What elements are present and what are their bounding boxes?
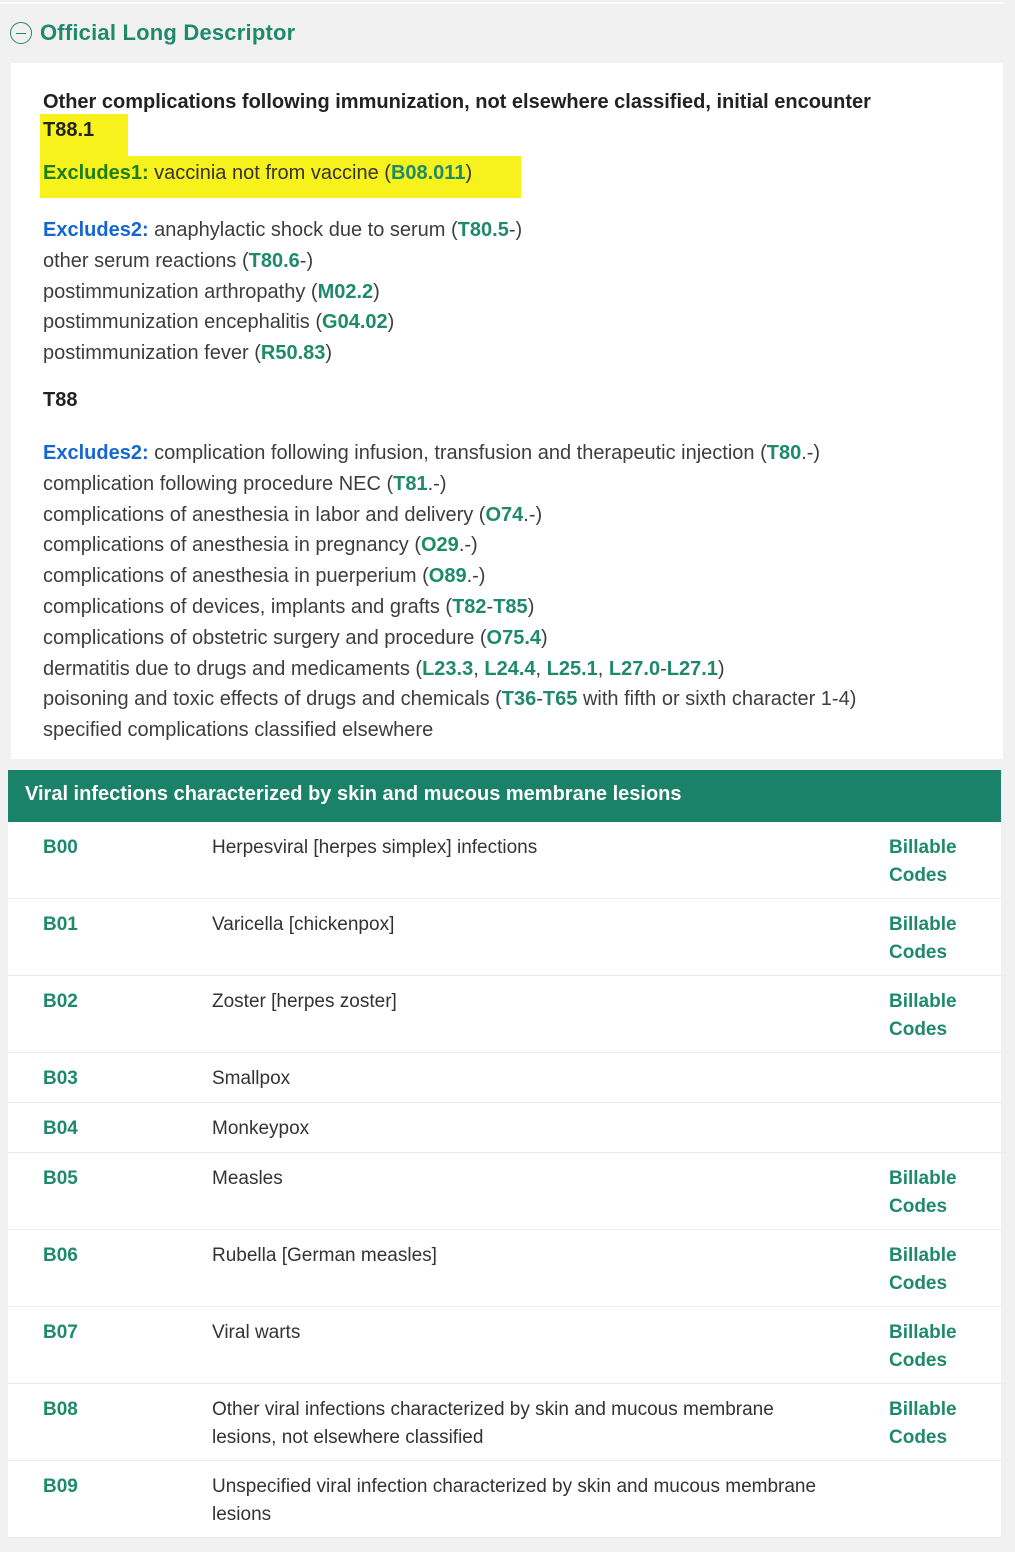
excludes-line [43,592,993,623]
excludes1-text: vaccinia not from vaccine ( [154,162,391,184]
codes-label: Codes [889,941,948,963]
excludes-text: complications of obstetric surgery and procedure ( [43,626,487,649]
row-code-link[interactable]: B00 [43,837,78,858]
excludes-text: complication following infusion, transfusion and therapeutic injection ( [154,442,767,464]
separator: , [535,657,547,680]
excludes-tail: ) [527,595,535,618]
row-code-link[interactable]: B01 [43,914,78,935]
excludes-line [43,215,993,246]
table-row [8,1103,1001,1153]
code-link[interactable]: T36 [501,688,537,711]
excludes-line [43,654,993,685]
code-link[interactable]: T80.6 [248,249,300,272]
code-link[interactable]: T80 [766,442,802,464]
excludes-tail: .-) [801,442,821,464]
excludes-text: anaphylactic shock due to serum ( [154,219,458,241]
table-row [8,1307,1001,1384]
code-link[interactable]: O29 [421,534,459,557]
table-row [8,1053,1001,1103]
row-description: Unspecified viral infection characterized by skin and mucous membrane lesions [212,1476,817,1525]
row-code-link[interactable]: B08 [43,1399,78,1420]
excludes-line [43,684,993,715]
descriptor-code: T88.1 [40,114,128,156]
section-header[interactable] [10,18,295,48]
row-description: Other viral infections characterized by skin and mucous membrane lesions, not elsewhere classified [212,1399,774,1448]
excludes1-label: Excludes1: [43,162,149,184]
excludes2-list-t88 [43,438,993,746]
code-link[interactable]: L25.1 [546,657,598,680]
row-code-link[interactable]: B07 [43,1322,78,1343]
excludes-text: complications of anesthesia in pregnancy ( [43,534,421,557]
excludes-tail: ) [717,657,725,680]
billable-label: Billable [889,1168,957,1189]
excludes-line [43,338,993,369]
excludes2-label: Excludes2: [43,219,149,241]
separator: - [486,595,494,618]
excludes-text: specified complications classified elsewhere [43,719,434,742]
row-description: Varicella [chickenpox] [212,914,395,935]
excludes-text: complication following procedure NEC ( [43,472,394,495]
excludes-tail: .-) [427,472,447,495]
excludes-line [43,469,993,500]
excludes-line [43,715,993,746]
excludes-tail: -) [508,219,523,241]
excludes-line [43,438,993,469]
code-link[interactable]: T81 [393,472,428,495]
excludes-line [43,246,993,277]
excludes-line [43,500,993,531]
code-link[interactable]: T80.5 [457,219,509,241]
parent-code: T88 [43,389,78,411]
code-link[interactable]: L27.1 [666,657,718,680]
codes-label: Codes [889,864,948,886]
separator: - [660,657,667,680]
table-row [8,1153,1001,1230]
excludes-line [43,623,993,654]
billable-label: Billable [889,1322,957,1343]
row-description: Herpesviral [herpes simplex] infections [212,837,538,858]
row-code-link[interactable]: B03 [43,1068,78,1089]
row-description: Smallpox [212,1068,291,1089]
excludes-text: dermatitis due to drugs and medicaments ( [43,657,423,680]
table-row [8,1461,1001,1538]
billable-codes-link[interactable] [889,988,989,1043]
excludes-tail: .-) [466,565,486,588]
excludes1-code-link[interactable]: B08.011 [390,162,466,184]
descriptor-card [11,63,1003,759]
excludes-text: postimmunization arthropathy ( [43,280,318,303]
row-description: Measles [212,1168,283,1189]
excludes-text: other serum reactions ( [43,249,249,272]
excludes1-close: ) [465,162,473,184]
row-code-link[interactable]: B04 [43,1118,78,1139]
excludes-tail: ) [541,626,548,649]
code-link[interactable]: T82 [452,595,487,618]
code-link[interactable]: O74 [485,503,524,526]
code-link[interactable]: T65 [542,688,578,711]
codes-label: Codes [889,1195,948,1217]
top-divider [0,2,1003,4]
row-description: Rubella [German measles] [212,1245,437,1266]
excludes-tail: ) [387,311,395,334]
billable-codes-link[interactable] [889,1242,989,1297]
billable-label: Billable [889,1399,957,1420]
excludes-tail: ) [325,342,333,365]
excludes-line [43,277,993,308]
billable-label: Billable [889,837,957,858]
excludes1-note [40,156,521,198]
code-link[interactable]: T85 [493,595,528,618]
table-row [8,822,1001,899]
separator: , [473,657,485,680]
table-row [8,1230,1001,1307]
billable-label: Billable [889,1245,957,1266]
code-link[interactable]: M02.2 [317,280,374,303]
excludes-tail: ) [373,280,380,303]
code-link[interactable]: G04.02 [322,311,388,334]
code-link[interactable]: O89 [428,565,467,588]
code-link[interactable]: L27.0 [608,657,661,680]
billable-codes-link[interactable] [889,911,989,966]
excludes-text: postimmunization encephalitis ( [43,311,323,334]
excludes2-list-t881 [43,215,993,369]
row-code-link[interactable]: B02 [43,991,78,1012]
billable-codes-link[interactable] [889,1165,989,1220]
table-row [8,976,1001,1053]
table-row [8,899,1001,976]
codes-label: Codes [889,1272,948,1294]
codes-label: Codes [889,1426,948,1448]
code-link[interactable]: L24.4 [484,657,536,680]
billable-codes-link[interactable] [889,1396,989,1451]
code-link[interactable]: R50.83 [260,342,326,365]
code-table [8,770,1001,1538]
excludes-tail: .-) [458,534,478,557]
row-code-link[interactable]: B05 [43,1168,78,1189]
separator: , [597,657,609,680]
excludes-tail: with fifth or sixth character 1-4) [577,688,857,711]
codes-label: Codes [889,1349,948,1371]
table-body [8,822,1001,1538]
row-description: Viral warts [212,1322,301,1343]
excludes-tail: .-) [523,503,543,526]
excludes-text: poisoning and toxic effects of drugs and chemicals ( [43,688,502,711]
row-code-link[interactable]: B06 [43,1245,78,1266]
billable-label: Billable [889,914,957,935]
section-title: Official Long Descriptor [40,20,296,45]
codes-label: Codes [889,1018,948,1040]
long-descriptor: Other complications following immunization, not elsewhere classified, initial encounter [43,91,871,113]
billable-codes-link[interactable] [889,834,989,889]
excludes2-label: Excludes2: [43,442,149,464]
row-description: Zoster [herpes zoster] [212,991,397,1012]
separator: - [536,688,543,711]
excludes-text: postimmunization fever ( [43,342,261,365]
table-header: Viral infections characterized by skin and mucous membrane lesions [8,770,1001,822]
excludes-line [43,530,993,561]
collapse-icon[interactable] [10,22,32,44]
table-row [8,1384,1001,1461]
excludes-text: complications of anesthesia in puerperium ( [43,565,429,588]
excludes-text: complications of anesthesia in labor and delivery ( [43,503,486,526]
row-description: Monkeypox [212,1118,310,1139]
excludes-line [43,561,993,592]
excludes-line [43,307,993,338]
row-code-link[interactable]: B09 [43,1476,78,1497]
code-link[interactable]: O75.4 [486,626,542,649]
billable-label: Billable [889,991,957,1012]
billable-codes-link[interactable] [889,1319,989,1374]
excludes-tail: -) [299,249,314,272]
code-link[interactable]: L23.3 [422,657,474,680]
excludes-text: complications of devices, implants and grafts ( [43,595,453,618]
